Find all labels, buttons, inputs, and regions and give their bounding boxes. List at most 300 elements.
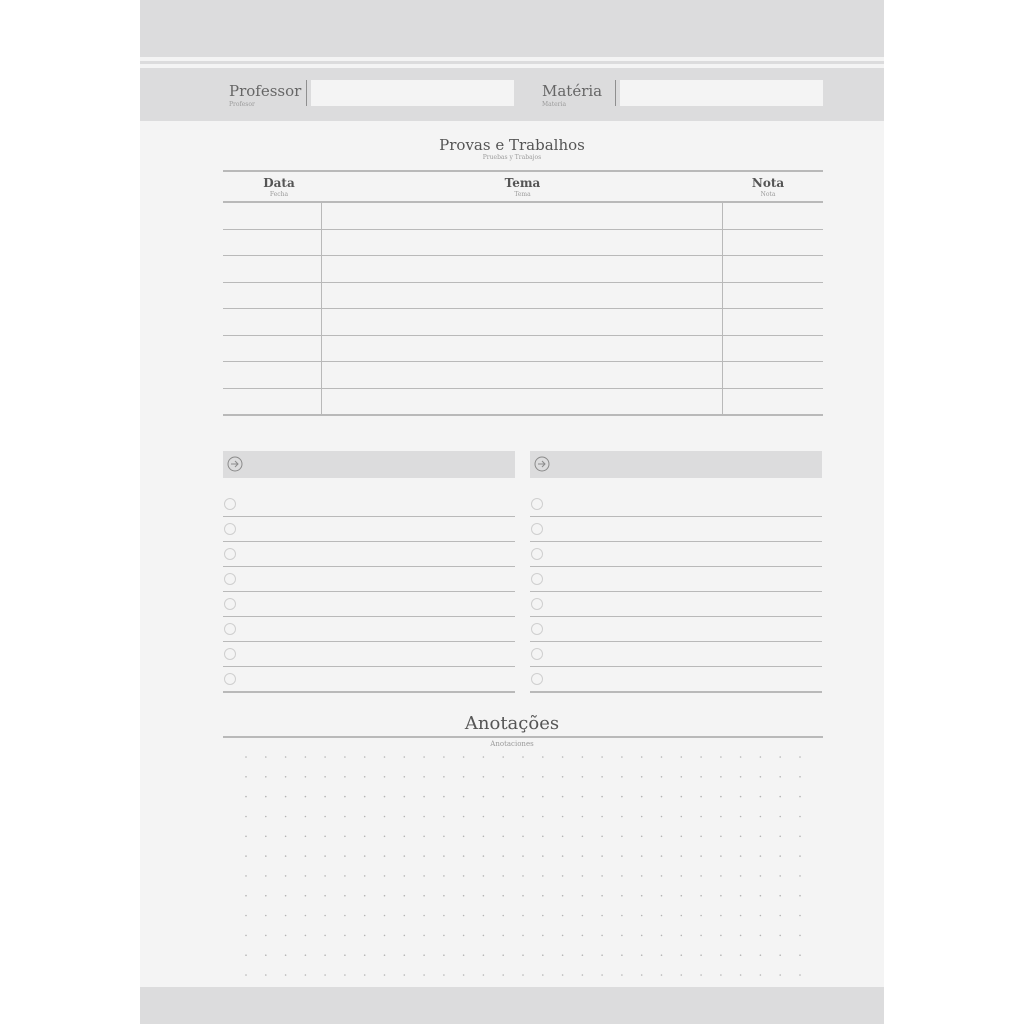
grid-dot: [344, 875, 346, 877]
checkbox-circle[interactable]: [224, 548, 236, 560]
grid-dot: [601, 954, 603, 956]
grid-dot: [681, 855, 683, 857]
grid-dot: [661, 756, 663, 758]
grid-dot: [483, 974, 485, 976]
grid-dot: [423, 895, 425, 897]
grid-dot: [641, 875, 643, 877]
grid-dot: [542, 954, 544, 956]
grid-dot: [285, 974, 287, 976]
grid-dot: [641, 776, 643, 778]
materia-sublabel: Materia: [542, 101, 567, 108]
grid-dot: [779, 756, 781, 758]
grid-dot: [463, 855, 465, 857]
grid-dot: [799, 935, 801, 937]
grid-dot: [305, 796, 307, 798]
grid-dot: [621, 816, 623, 818]
checkbox-circle[interactable]: [531, 598, 543, 610]
grid-dot: [681, 895, 683, 897]
list-item-rule: [223, 566, 515, 567]
grid-dot: [760, 855, 762, 857]
grid-dot: [522, 855, 524, 857]
grid-dot: [364, 836, 366, 838]
grid-dot: [423, 954, 425, 956]
grid-dot: [779, 776, 781, 778]
grid-dot: [562, 974, 564, 976]
grid-dot: [641, 935, 643, 937]
grid-dot: [265, 915, 267, 917]
grid-dot: [779, 796, 781, 798]
column-header-nota: Nota: [751, 176, 785, 190]
table-divider-left: [321, 203, 322, 415]
grid-dot: [483, 855, 485, 857]
grid-dot: [463, 895, 465, 897]
grid-dot: [423, 816, 425, 818]
grid-dot: [562, 915, 564, 917]
grid-dot: [562, 935, 564, 937]
grid-dot: [285, 776, 287, 778]
checkbox-circle[interactable]: [531, 648, 543, 660]
grid-dot: [245, 816, 247, 818]
grid-dot: [483, 895, 485, 897]
grid-dot: [661, 935, 663, 937]
grid-dot: [245, 855, 247, 857]
grid-dot: [443, 855, 445, 857]
list-item-rule: [530, 541, 822, 542]
grid-dot: [404, 915, 406, 917]
grid-dot: [562, 836, 564, 838]
grid-dot: [364, 875, 366, 877]
top-band: [140, 0, 884, 57]
grid-dot: [700, 954, 702, 956]
grid-dot: [463, 875, 465, 877]
grid-dot: [324, 875, 326, 877]
grid-dot: [740, 974, 742, 976]
grid-dot: [740, 954, 742, 956]
grid-dot: [760, 895, 762, 897]
materia-divider: [615, 80, 616, 106]
checkbox-circle[interactable]: [224, 673, 236, 685]
grid-dot: [483, 915, 485, 917]
grid-dot: [522, 796, 524, 798]
grid-dot: [621, 895, 623, 897]
grid-dot: [305, 776, 307, 778]
grid-dot: [582, 895, 584, 897]
grid-dot: [364, 895, 366, 897]
grid-dot: [522, 915, 524, 917]
grid-dot: [760, 935, 762, 937]
grid-dot: [265, 954, 267, 956]
grid-dot: [661, 816, 663, 818]
grid-dot: [562, 954, 564, 956]
grid-dot: [502, 915, 504, 917]
grid-dot: [542, 915, 544, 917]
grid-dot: [740, 875, 742, 877]
grid-dot: [265, 796, 267, 798]
grid-dot: [463, 796, 465, 798]
grid-dot: [601, 875, 603, 877]
provas-subtitle: Pruebas y Trabajos: [482, 154, 542, 161]
list-item-rule: [530, 516, 822, 517]
grid-dot: [404, 974, 406, 976]
grid-dot: [305, 756, 307, 758]
grid-dot: [324, 855, 326, 857]
grid-dot: [720, 796, 722, 798]
grid-dot: [601, 816, 603, 818]
grid-dot: [344, 816, 346, 818]
grid-dot: [700, 756, 702, 758]
grid-dot: [265, 855, 267, 857]
grid-dot: [423, 855, 425, 857]
table-row-rule: [223, 414, 823, 416]
arrow-right-circle-icon: [227, 456, 243, 472]
grid-dot: [542, 796, 544, 798]
column-sub-data: Fecha: [269, 191, 289, 198]
grid-dot: [483, 756, 485, 758]
grid-dot: [324, 895, 326, 897]
grid-dot: [720, 816, 722, 818]
grid-dot: [443, 756, 445, 758]
grid-dot: [423, 875, 425, 877]
grid-dot: [779, 954, 781, 956]
grid-dot: [285, 935, 287, 937]
grid-dot: [463, 974, 465, 976]
anotacoes-rule: [223, 736, 823, 738]
grid-dot: [641, 836, 643, 838]
grid-dot: [245, 954, 247, 956]
provas-title: Provas e Trabalhos: [439, 136, 585, 154]
grid-dot: [384, 915, 386, 917]
grid-dot: [562, 816, 564, 818]
grid-dot: [522, 816, 524, 818]
checkbox-circle[interactable]: [531, 523, 543, 535]
grid-dot: [324, 935, 326, 937]
grid-dot: [364, 915, 366, 917]
grid-dot: [483, 796, 485, 798]
grid-dot: [641, 974, 643, 976]
checkbox-circle[interactable]: [224, 498, 236, 510]
grid-dot: [681, 756, 683, 758]
grid-dot: [740, 756, 742, 758]
grid-dot: [621, 935, 623, 937]
grid-dot: [502, 855, 504, 857]
grid-dot: [562, 776, 564, 778]
grid-dot: [601, 756, 603, 758]
grid-dot: [779, 816, 781, 818]
grid-dot: [582, 974, 584, 976]
grid-dot: [344, 855, 346, 857]
grid-dot: [443, 895, 445, 897]
grid-dot: [661, 915, 663, 917]
grid-dot: [305, 875, 307, 877]
grid-dot: [483, 816, 485, 818]
table-top-rule: [223, 170, 823, 172]
professor-sublabel: Profesor: [229, 101, 255, 108]
grid-dot: [760, 816, 762, 818]
grid-dot: [720, 935, 722, 937]
grid-dot: [641, 895, 643, 897]
grid-dot: [265, 756, 267, 758]
list-item-rule: [223, 616, 515, 617]
grid-dot: [364, 974, 366, 976]
grid-dot: [245, 895, 247, 897]
grid-dot: [423, 915, 425, 917]
checkbox-circle[interactable]: [531, 548, 543, 560]
professor-field[interactable]: [311, 80, 514, 106]
anotacoes-subtitle: Anotaciones: [490, 740, 534, 748]
grid-dot: [621, 915, 623, 917]
grid-dot: [542, 935, 544, 937]
list-item-rule: [223, 691, 515, 693]
grid-dot: [463, 756, 465, 758]
grid-dot: [384, 875, 386, 877]
grid-dot: [601, 796, 603, 798]
grid-dot: [404, 875, 406, 877]
grid-dot: [700, 935, 702, 937]
grid-dot: [582, 756, 584, 758]
grid-dot: [779, 895, 781, 897]
grid-dot: [443, 935, 445, 937]
grid-dot: [522, 935, 524, 937]
grid-dot: [384, 776, 386, 778]
list-item-rule: [223, 641, 515, 642]
grid-dot: [621, 836, 623, 838]
grid-dot: [265, 816, 267, 818]
grid-dot: [740, 816, 742, 818]
checkbox-circle[interactable]: [531, 623, 543, 635]
grid-dot: [582, 915, 584, 917]
grid-dot: [324, 974, 326, 976]
checkbox-circle[interactable]: [531, 673, 543, 685]
materia-field[interactable]: [620, 80, 823, 106]
grid-dot: [700, 875, 702, 877]
grid-dot: [799, 855, 801, 857]
grid-dot: [502, 756, 504, 758]
grid-dot: [720, 776, 722, 778]
column-header-tema: Tema: [504, 176, 541, 190]
grid-dot: [720, 756, 722, 758]
checkbox-circle[interactable]: [224, 648, 236, 660]
grid-dot: [542, 875, 544, 877]
grid-dot: [502, 974, 504, 976]
grid-dot: [364, 855, 366, 857]
grid-dot: [305, 855, 307, 857]
grid-dot: [681, 776, 683, 778]
grid-dot: [740, 935, 742, 937]
list-item-rule: [530, 641, 822, 642]
grid-dot: [681, 974, 683, 976]
grid-dot: [285, 816, 287, 818]
grid-dot: [344, 836, 346, 838]
grid-dot: [423, 756, 425, 758]
list-item-rule: [223, 591, 515, 592]
grid-dot: [285, 915, 287, 917]
grid-dot: [700, 776, 702, 778]
grid-dot: [245, 935, 247, 937]
grid-dot: [423, 935, 425, 937]
grid-dot: [582, 796, 584, 798]
column-sub-nota: Nota: [760, 191, 776, 198]
grid-dot: [700, 895, 702, 897]
grid-dot: [621, 756, 623, 758]
grid-dot: [522, 974, 524, 976]
grid-dot: [661, 974, 663, 976]
grid-dot: [324, 796, 326, 798]
grid-dot: [305, 895, 307, 897]
grid-dot: [265, 935, 267, 937]
grid-dot: [681, 816, 683, 818]
grid-dot: [305, 935, 307, 937]
grid-dot: [562, 895, 564, 897]
grid-dot: [542, 756, 544, 758]
table-row-rule: [223, 308, 823, 309]
grid-dot: [779, 855, 781, 857]
grid-dot: [522, 776, 524, 778]
grid-dot: [681, 954, 683, 956]
grid-dot: [542, 855, 544, 857]
professor-label: Professor: [229, 82, 302, 100]
grid-dot: [502, 776, 504, 778]
list-header-left: [223, 451, 515, 478]
grid-dot: [305, 974, 307, 976]
grid-dot: [483, 935, 485, 937]
grid-dot: [483, 875, 485, 877]
grid-dot: [384, 816, 386, 818]
table-row-rule: [223, 361, 823, 362]
list-item-rule: [530, 566, 822, 567]
grid-dot: [344, 935, 346, 937]
grid-dot: [582, 875, 584, 877]
grid-dot: [522, 756, 524, 758]
grid-dot: [661, 836, 663, 838]
grid-dot: [404, 935, 406, 937]
grid-dot: [720, 855, 722, 857]
grid-dot: [799, 816, 801, 818]
grid-dot: [384, 836, 386, 838]
grid-dot: [700, 796, 702, 798]
grid-dot: [245, 875, 247, 877]
grid-dot: [661, 776, 663, 778]
grid-dot: [384, 796, 386, 798]
grid-dot: [285, 756, 287, 758]
grid-dot: [799, 796, 801, 798]
grid-dot: [324, 756, 326, 758]
grid-dot: [463, 915, 465, 917]
grid-dot: [285, 875, 287, 877]
grid-dot: [582, 816, 584, 818]
grid-dot: [344, 954, 346, 956]
grid-dot: [760, 796, 762, 798]
grid-dot: [404, 776, 406, 778]
grid-dot: [760, 915, 762, 917]
grid-dot: [621, 855, 623, 857]
professor-divider: [306, 80, 307, 106]
grid-dot: [245, 756, 247, 758]
grid-dot: [502, 935, 504, 937]
grid-dot: [601, 855, 603, 857]
grid-dot: [681, 915, 683, 917]
grid-dot: [779, 935, 781, 937]
grid-dot: [542, 816, 544, 818]
grid-dot: [681, 935, 683, 937]
grid-dot: [502, 895, 504, 897]
checkbox-circle[interactable]: [224, 623, 236, 635]
grid-dot: [324, 915, 326, 917]
grid-dot: [799, 974, 801, 976]
grid-dot: [384, 756, 386, 758]
grid-dot: [265, 895, 267, 897]
grid-dot: [779, 875, 781, 877]
checkbox-circle[interactable]: [224, 598, 236, 610]
grid-dot: [562, 855, 564, 857]
grid-dot: [720, 895, 722, 897]
list-item-rule: [223, 541, 515, 542]
grid-dot: [522, 954, 524, 956]
table-row-rule: [223, 335, 823, 336]
grid-dot: [799, 954, 801, 956]
grid-dot: [601, 836, 603, 838]
grid-dot: [799, 915, 801, 917]
checkbox-circle[interactable]: [224, 573, 236, 585]
grid-dot: [404, 796, 406, 798]
grid-dot: [700, 915, 702, 917]
grid-dot: [799, 895, 801, 897]
grid-dot: [799, 836, 801, 838]
grid-dot: [582, 935, 584, 937]
grid-dot: [285, 954, 287, 956]
checkbox-circle[interactable]: [531, 498, 543, 510]
grid-dot: [522, 875, 524, 877]
grid-dot: [364, 816, 366, 818]
grid-dot: [582, 776, 584, 778]
column-sub-tema: Tema: [514, 191, 531, 198]
grid-dot: [285, 796, 287, 798]
checkbox-circle[interactable]: [224, 523, 236, 535]
grid-dot: [344, 895, 346, 897]
grid-dot: [542, 776, 544, 778]
grid-dot: [621, 776, 623, 778]
grid-dot: [265, 836, 267, 838]
grid-dot: [562, 756, 564, 758]
grid-dot: [641, 855, 643, 857]
grid-dot: [384, 855, 386, 857]
grid-dot: [285, 836, 287, 838]
arrow-right-circle-icon: [534, 456, 550, 472]
grid-dot: [601, 776, 603, 778]
grid-dot: [344, 776, 346, 778]
grid-dot: [404, 816, 406, 818]
grid-dot: [423, 974, 425, 976]
checkbox-circle[interactable]: [531, 573, 543, 585]
grid-dot: [404, 895, 406, 897]
list-header-right: [530, 451, 822, 478]
grid-dot: [245, 836, 247, 838]
materia-label: Matéria: [542, 82, 603, 100]
grid-dot: [423, 796, 425, 798]
grid-dot: [779, 836, 781, 838]
grid-dot: [423, 776, 425, 778]
grid-dot: [700, 816, 702, 818]
grid-dot: [641, 796, 643, 798]
table-row-rule: [223, 388, 823, 389]
grid-dot: [463, 776, 465, 778]
grid-dot: [502, 796, 504, 798]
grid-dot: [740, 855, 742, 857]
grid-dot: [364, 935, 366, 937]
grid-dot: [364, 756, 366, 758]
list-item-rule: [223, 516, 515, 517]
grid-dot: [799, 875, 801, 877]
grid-dot: [344, 756, 346, 758]
